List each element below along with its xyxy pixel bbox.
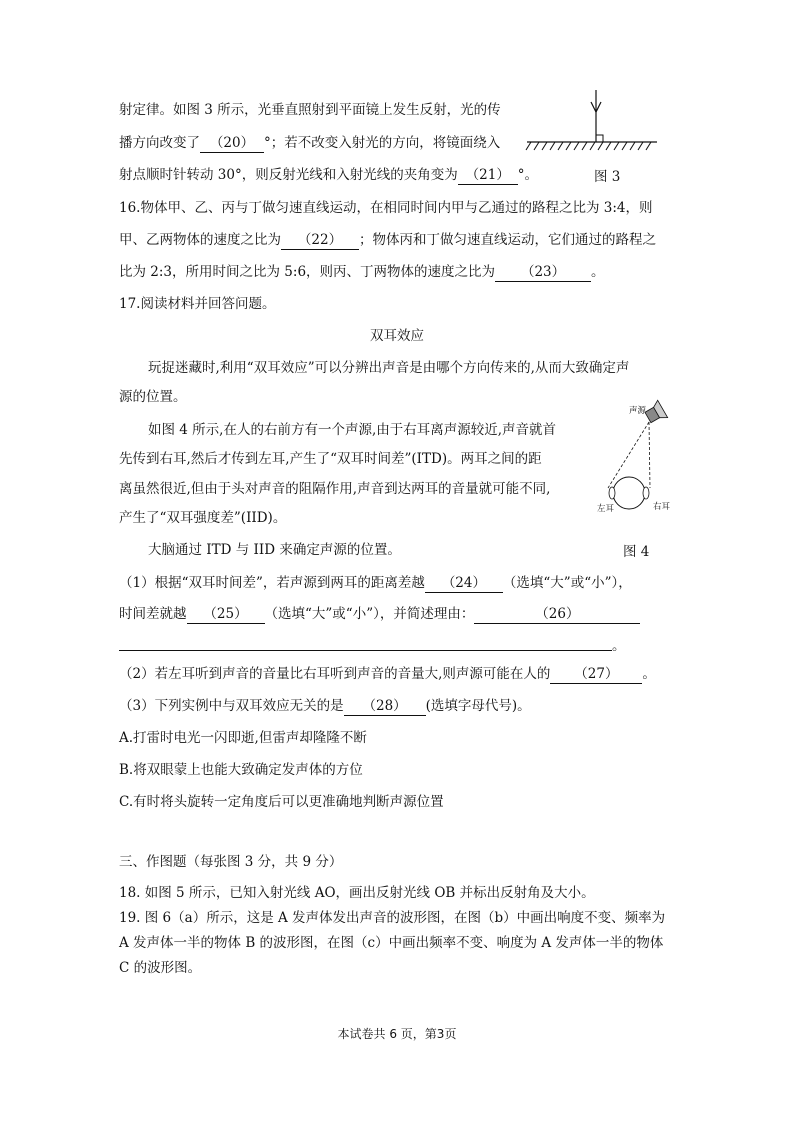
q17-option-a: A.打雷时电光一闪即逝,但雷声却隆隆不断 bbox=[119, 730, 367, 746]
q18-text: 18. 如图 5 所示，已知入射光线 AO，画出反射光线 OB 并标出反射角及大小。 bbox=[119, 885, 595, 901]
figure-4-label: 图 4 bbox=[623, 544, 650, 560]
q16-line1: 16.物体甲、乙、丙与丁做匀速直线运动，在相同时间内甲与乙通过的路程之比为 3:4，则 bbox=[119, 200, 653, 216]
figure-4-binaural-diagram bbox=[592, 398, 702, 518]
q17-paragraph1-line2: 源的位置。 bbox=[119, 389, 187, 405]
answer-blank-26[interactable]: （26） bbox=[474, 605, 640, 624]
q17-paragraph2-line4: 产生了“双耳强度差”(IID)。 bbox=[119, 510, 287, 526]
q17-intro: 17.阅读材料并回答问题。 bbox=[119, 296, 276, 312]
answer-blank-28[interactable]: （28） bbox=[344, 697, 426, 716]
q17-paragraph3: 大脑通过 ITD 与 IID 来确定声源的位置。 bbox=[148, 542, 401, 558]
right-ear-icon bbox=[643, 487, 649, 499]
q17-sub1-line2: 时间差就越 （25） （选填“大”或“小”），并简述理由： （26） bbox=[119, 604, 640, 624]
q15-line3: 射点顺时针转动 30°，则反射光线和入射光线的夹角变为 （21） °。 bbox=[119, 167, 538, 183]
figure-4-right-ear-label: 右耳 bbox=[653, 502, 671, 512]
head-icon bbox=[613, 477, 645, 509]
q19-line1: 19. 图 6（a）所示，这是 A 发声体发出声音的波形图，在图（b）中画出响度不变、频率为 bbox=[119, 910, 666, 926]
figure-3-mirror-diagram bbox=[525, 88, 665, 158]
q17-option-c: C.有时将头旋转一定角度后可以更准确地判断声源位置 bbox=[119, 794, 444, 810]
answer-blank-23[interactable]: （23） bbox=[495, 263, 591, 282]
q16-line2: 甲、乙两物体的速度之比为 （22） ；物体丙和丁做匀速直线运动，它们通过的路程之 bbox=[119, 232, 656, 248]
answer-blank-27[interactable]: （27） bbox=[550, 665, 642, 684]
q17-sub3: （3）下列实例中与双耳效应无关的是 （28） (选填字母代号)。 bbox=[119, 698, 531, 714]
q15-line2: 播方向改变了 （20） °；若不改变入射光的方向，将镜面绕入 bbox=[119, 135, 501, 151]
q17-paragraph2-line1: 如图 4 所示,在人的右前方有一个声源,由于右耳离声源较近,声音就首 bbox=[148, 422, 557, 438]
answer-blank-24[interactable]: （24） bbox=[425, 574, 503, 593]
left-ear-icon bbox=[609, 487, 615, 499]
q19-line2: A 发声体一半的物体 B 的波形图，在图（c）中画出频率不变、响度为 A 发声体一半的物体 bbox=[119, 935, 664, 951]
figure-4-source-label: 声源 bbox=[629, 406, 647, 416]
q17-sub2: （2）若左耳听到声音的音量比右耳听到声音的音量大,则声源可能在人的 （27） 。 bbox=[119, 666, 656, 682]
q17-paragraph2-line2: 先传到右耳,然后才传到左耳,产生了“双耳时间差”(ITD)。两耳之间的距 bbox=[119, 451, 542, 467]
answer-blank-21[interactable]: （21） bbox=[458, 166, 518, 185]
q17-option-b: B.将双眼蒙上也能大致确定发声体的方位 bbox=[119, 762, 363, 778]
q17-paragraph2-line3: 离虽然很近,但由于头对声音的阻隔作用,声音到达两耳的音量就可能不同, bbox=[119, 481, 551, 497]
q15-line1: 射定律。如图 3 所示，光垂直照射到平面镜上发生反射，光的传 bbox=[119, 102, 501, 118]
q19-line3: C 的波形图。 bbox=[119, 960, 202, 976]
section-3-heading: 三、作图题（每张图 3 分，共 9 分） bbox=[119, 854, 343, 870]
answer-blank-22[interactable]: （22） bbox=[281, 231, 359, 250]
q17-sub1-line1: （1）根据“双耳时间差”，若声源到两耳的距离差越 （24） （选填“大”或“小”）， bbox=[119, 575, 632, 591]
speaker-icon bbox=[643, 400, 668, 426]
answer-blank-26-continuation[interactable] bbox=[119, 650, 612, 651]
q17-article-title: 双耳效应 bbox=[370, 328, 424, 344]
page-footer: 本试卷共 6 页，第3页 bbox=[337, 1027, 457, 1041]
q17-sub1-end: 。 bbox=[612, 638, 626, 654]
figure-4-left-ear-label: 左耳 bbox=[597, 504, 615, 514]
figure-3-label: 图 3 bbox=[594, 169, 621, 185]
answer-blank-20[interactable]: （20） bbox=[200, 134, 264, 153]
q16-line3: 比为 2:3，所用时间之比为 5:6，则丙、丁两物体的速度之比为 （23） 。 bbox=[119, 264, 605, 280]
q17-paragraph1-line1: 玩捉迷藏时,利用“双耳效应”可以分辨出声音是由哪个方向传来的,从而大致确定声 bbox=[148, 360, 630, 376]
answer-blank-25[interactable]: （25） bbox=[187, 605, 265, 624]
